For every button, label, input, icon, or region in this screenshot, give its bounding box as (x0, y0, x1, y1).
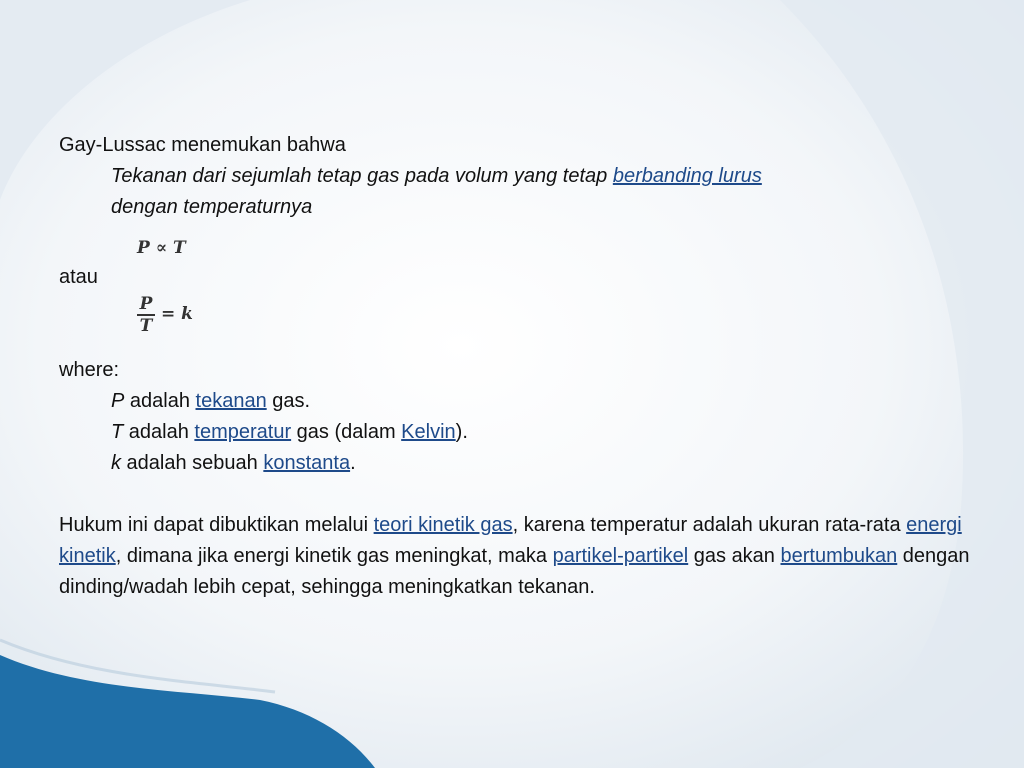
where-item-p: P adalah tekanan gas. (111, 390, 311, 412)
where-item-t: T adalah temperatur gas (dalam Kelvin). (111, 421, 468, 443)
link-berbanding-lurus[interactable]: berbanding lurus (612, 165, 762, 187)
slide-content (59, 130, 979, 603)
fraction (137, 295, 155, 335)
intro-line: Gay-Lussac menemukan bahwa (59, 134, 346, 156)
formula-proportional-row (59, 239, 979, 270)
atau-label: atau (59, 266, 98, 288)
law-line-2: dengan temperaturnya (111, 196, 313, 218)
link-tekanan[interactable]: tekanan (195, 390, 267, 412)
where-heading: where: (59, 359, 120, 381)
link-temperatur[interactable]: temperatur (194, 421, 292, 443)
fraction-rhs: = k (161, 304, 193, 325)
formula-proportional: P ∝ T (137, 238, 186, 258)
law-line-1: Tekanan dari sejumlah tetap gas pada volum yang tetap berbanding lurus (111, 165, 762, 187)
link-partikel-partikel[interactable]: partikel-partikel (552, 545, 689, 567)
where-item-k: k adalah sebuah konstanta. (111, 452, 356, 474)
link-konstanta[interactable]: konstanta (263, 452, 351, 474)
link-teori-kinetik-gas[interactable]: teori kinetik gas (373, 514, 513, 536)
link-bertumbukan[interactable]: bertumbukan (780, 545, 898, 567)
link-kelvin[interactable]: Kelvin (401, 421, 456, 443)
fraction-numerator: P (139, 294, 153, 314)
explanation-paragraph: Hukum ini dapat dibuktikan melalui teori kinetik gas, karena temperatur adalah ukuran rata-rata energi kinetik, dimana jika energi kinetik gas meningkat, maka partikel-partikel gas akan bertumbukan dengan dinding/wadah lebih cepat, sehingga meningkatkan tekanan. (59, 514, 970, 598)
formula-ratio (137, 295, 193, 335)
spacer (59, 479, 979, 510)
link-energi-kinetik[interactable]: energi kinetik (59, 514, 962, 567)
formula-ratio-row (59, 293, 979, 343)
fraction-denominator: T (139, 315, 153, 336)
